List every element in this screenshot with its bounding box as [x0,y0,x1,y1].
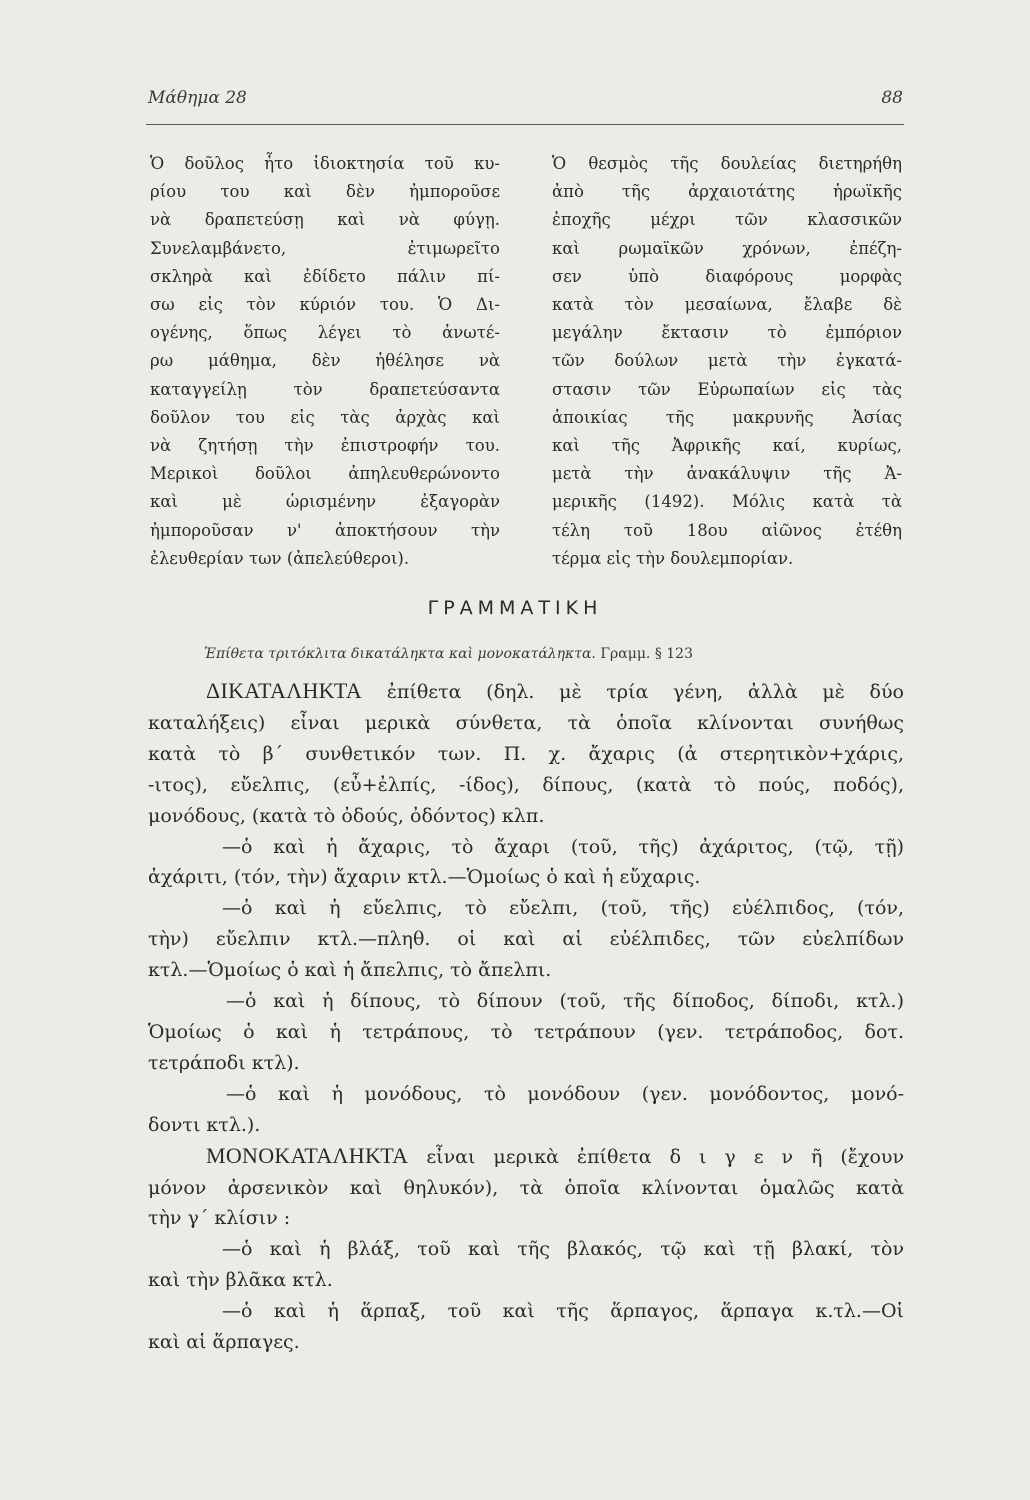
text-line: σω εἰς τὸν κύριόν του. Ὁ Δι- [150,295,500,315]
text-line: νὰ δραπετεύσῃ καὶ νὰ φύγῃ. [150,210,500,230]
text-line [148,676,904,708]
text-line: καταγγείλῃ τὸν δραπετεύσαντα [150,379,500,399]
text-line: μονόδους, (κατὰ τὸ ὀδούς, ὀδόντος) κλπ. [148,804,545,827]
text-line: Ὁμοίως ὁ καὶ ἡ τετράπους, τὸ τετράπουν (γεν. τετράποδος, δοτ. [148,1020,904,1043]
grammar-subheading [204,646,904,662]
text-run: εἶναι μερικὰ ἐπίθετα δ ι γ ε ν ῆ (ἔχουν [408,1145,904,1168]
text-line: μερικῆς (1492). Μόλις κατὰ τὰ [552,492,902,512]
text-line: καὶ αἱ ἅρπαγες. [148,1331,300,1354]
text-line: ρίου του καὶ δὲν ἠμποροῦσε [150,182,500,202]
text-line: μεγάλην ἔκτασιν τὸ ἐμπόριον [552,323,902,343]
header-rule [146,124,904,125]
text-line: νὰ ζητήσῃ τὴν ἐπιστροφήν του. [150,436,500,456]
text-line: τὴν) εὔελπιν κτλ.—πληθ. οἱ καὶ αἱ εὐέλπιδες, τῶν εὐελπίδων [148,928,904,951]
text-line: Μερικοὶ δοῦλοι ἀπηλευθερώνοντο [150,464,500,484]
text-line: δοντι κτλ.). [148,1113,261,1136]
text-line: Ὁ θεσμὸς τῆς δουλείας διετηρήθη [552,154,902,173]
text-line: τετράποδι κτλ). [148,1051,300,1074]
text-line: καταλήξεις) εἶναι μερικὰ σύνθετα, τὰ ὁποῖα κλίνονται συνήθως [148,711,904,734]
running-head [148,88,903,108]
text-line: ογένης, ὅπως λέγει τὸ ἀνωτέ- [150,323,500,343]
text-line: ἠμποροῦσαν ν' ἀποκτήσουν τὴν [150,520,500,540]
text-line: Ὁ δοῦλος ἦτο ἰδιοκτησία τοῦ κυ- [150,154,500,173]
text-line: σεν ὑπὸ διαφόρους μορφὰς [552,266,902,286]
grammar-body [148,676,904,1358]
text-line: -ιτος), εὔελπις, (εὖ+ἐλπίς, -ίδος), δίπους, (κατὰ τὸ πούς, ποδός), [148,773,904,796]
text-line: μόνον ἀρσενικὸν καὶ θηλυκόν), τὰ ὁποῖα κλίνονται ὁμαλῶς κατὰ [148,1176,904,1199]
text-line: κατὰ τὸν μεσαίωνα, ἔλαβε δὲ [552,295,902,315]
text-line: —ὁ καὶ ἡ εὔελπις, τὸ εὔελπι, (τοῦ, τῆς) εὐέλπιδος, (τόν, [222,897,904,920]
text-line: καὶ ρωμαϊκῶν χρόνων, ἐπέζη- [552,238,902,258]
text-line: τῶν δούλων μετὰ τὴν ἐγκατά- [552,351,902,371]
text-line: ἀχάριτι, (τόν, τὴν) ἄχαριν κτλ.—Ὁμοίως ὁ καὶ ἡ εὔχαρις. [148,866,701,889]
text-line: Συνελαμβάνετο, ἐτιμωρεῖτο [150,238,500,258]
text-line: —ὁ καὶ ἡ βλάξ, τοῦ καὶ τῆς βλακός, τῷ καὶ τῇ βλακί, τὸν [222,1238,904,1261]
grammar-reference: Γραμμ. § 123 [600,646,693,662]
text-line: κτλ.—Ὁμοίως ὁ καὶ ἡ ἄπελπις, τὸ ἄπελπι. [148,959,552,982]
text-line: —ὁ καὶ ἡ μονόδους, τὸ μονόδουν (γεν. μονόδοντος, μονό- [226,1082,904,1105]
text-line: ρω μάθημα, δὲν ἠθέλησε νὰ [150,351,500,371]
text-line: καὶ τὴν βλᾶκα κτλ. [148,1269,333,1292]
term-monokatalikta: ΜΟΝΟΚΑΤΑΛΗΚΤΑ [206,1142,409,1168]
text-line: καὶ τῆς Ἀφρικῆς καί, κυρίως, [552,436,902,456]
lesson-label: Μάθημα 28 [148,88,247,108]
text-line: τὴν γ΄ κλίσιν : [148,1207,291,1230]
text-line: ἀποικίας τῆς μακρυνῆς Ἀσίας [552,407,902,427]
text-line: —ὁ καὶ ἡ ἄχαρις, τὸ ἄχαρι (τοῦ, τῆς) ἀχάριτος, (τῷ, τῇ) [222,835,904,858]
subheading-text: Ἐπίθετα τριτόκλιτα δικατάληκτα καὶ μονοκατάληκτα. [204,646,596,662]
text-run: ἐπίθετα (δηλ. μὲ τρία γένη, ἀλλὰ μὲ δύο [362,681,904,703]
text-line: —ὁ καὶ ἡ δίπους, τὸ δίπουν (τοῦ, τῆς δίποδος, δίποδι, κτλ.) [226,990,904,1013]
text-line: στασιν τῶν Εὐρωπαίων εἰς τὰς [552,379,902,399]
left-column [150,150,500,573]
page-number: 88 [881,88,903,108]
text-line: ἐλευθερίαν των (ἀπελεύθεροι). [150,548,410,568]
text-line: καὶ μὲ ὡρισμένην ἐξαγορὰν [150,492,500,512]
text-line: ἀπὸ τῆς ἀρχαιοτάτης ἡρωϊκῆς [552,182,902,202]
right-column [552,150,902,573]
section-title: ΓΡΑΜΜΑΤΙΚΗ [427,597,603,619]
text-line: τέρμα εἰς τὴν δουλεμπορίαν. [552,548,794,568]
text-line [148,1141,904,1173]
text-line: ἐποχῆς μέχρι τῶν κλασσικῶν [552,210,902,230]
term-dikatalikta: ΔΙΚΑΤΑΛΗΚΤΑ [206,678,363,703]
text-line: μετὰ τὴν ἀνακάλυψιν τῆς Ἀ- [552,464,902,484]
text-line: —ὁ καὶ ἡ ἅρπαξ, τοῦ καὶ τῆς ἅρπαγος, ἅρπαγα κ.τλ.—Οἱ [222,1300,904,1323]
text-line: σκληρὰ καὶ ἐδίδετο πάλιν πί- [150,266,500,286]
text-line: δοῦλον του εἰς τὰς ἀρχὰς καὶ [150,407,500,427]
text-line: τέλη τοῦ 18ου αἰῶνος ἐτέθη [552,520,902,540]
text-line: κατὰ τὸ β΄ συνθετικόν των. Π. χ. ἄχαρις (ἀ στερητικὸν+χάρις, [148,742,904,765]
